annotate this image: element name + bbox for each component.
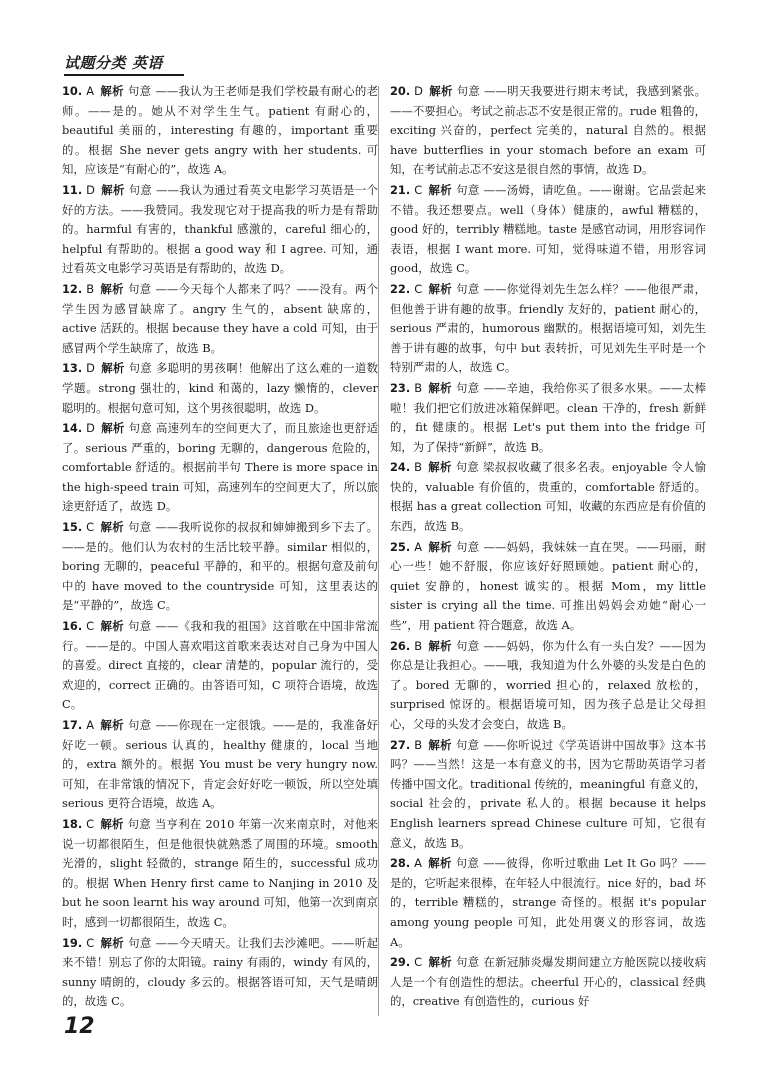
answer-item	[62, 518, 378, 616]
item-answer: C	[86, 520, 95, 535]
item-answer: D	[86, 421, 95, 436]
item-answer: A	[86, 84, 94, 98]
answer-item	[390, 379, 706, 457]
item-number: 21.	[390, 182, 411, 197]
analysis-tag: 解析	[428, 380, 452, 395]
item-explanation: 句意 ——我认为通过看英文电影学习英语是一个好的方法。——我赞同。我发现它对于提高我的听力是有帮助的。harmful 有害的，thankful 感激的，careful 细心的，helpful 有帮助的。根据 a good way 和 I agree. 可知，通过看英文电影学习英语是有帮助的，故选 D。	[62, 182, 378, 276]
item-number: 26.	[390, 638, 411, 653]
answer-item	[390, 280, 706, 378]
answer-item	[62, 280, 378, 358]
analysis-tag: 解析	[100, 816, 124, 831]
item-explanation: 句意 ——《我和我的祖国》这首歌在中国非常流行。——是的。中国人喜欢唱这首歌来表达对自己身为中国人的喜爱。direct 直接的，clear 清楚的，popular 流行的，受欢迎的，correct 正确的。由答语可知，C 项符合语境，故选 C。	[62, 619, 378, 712]
item-answer: B	[414, 737, 423, 752]
item-explanation: 句意 ——明天我要进行期末考试，我感到紧张。——不要担心。考试之前忐忑不安是很正常的。rude 粗鲁的，exciting 兴奋的，perfect 完美的，natural 自然的。根据 have butterflies in your stomach before an exam 可知，在考试前忐忑不安这是很自然的事情，故选 D。	[390, 84, 706, 177]
item-answer: D	[86, 182, 95, 197]
analysis-tag: 解析	[428, 737, 452, 752]
analysis-tag: 解析	[427, 460, 452, 475]
item-answer: C	[86, 935, 95, 950]
answer-item	[390, 854, 706, 952]
item-answer: D	[414, 84, 423, 98]
item-answer: C	[414, 281, 423, 296]
page-number: 12	[64, 1014, 95, 1039]
analysis-tag: 解析	[100, 619, 124, 634]
column-divider	[378, 86, 379, 1016]
analysis-tag: 解析	[428, 638, 452, 653]
item-number: 29.	[390, 955, 411, 970]
analysis-tag: 解析	[100, 281, 124, 296]
item-number: 10.	[62, 84, 83, 98]
analysis-tag: 解析	[427, 856, 452, 871]
item-explanation: 句意 当亨利在 2010 年第一次来南京时，对他来说一切都很陌生，但是他很快就熟悉了周围的环境。smooth 光滑的，slight 轻微的，strange 陌生的，successful 成功的。根据 When Henry first came to Nanjing in 2010 及 but he soon learnt his way around 可知，他第一次到南京时，感到一切都很陌生，故选 C。	[62, 816, 378, 929]
analysis-tag: 解析	[428, 84, 453, 98]
answer-item	[390, 538, 706, 636]
item-answer: D	[86, 361, 95, 376]
right-column	[390, 82, 706, 1013]
item-answer: B	[414, 460, 422, 475]
item-number: 11.	[62, 182, 83, 197]
answer-item	[62, 82, 378, 180]
item-answer: C	[414, 182, 423, 197]
item-answer: C	[86, 816, 95, 831]
item-answer: A	[414, 539, 422, 554]
item-number: 12.	[62, 281, 83, 296]
answer-item	[62, 617, 378, 715]
item-explanation: 句意 ——你现在一定很饿。——是的，我准备好好吃一顿。serious 认真的，healthy 健康的，local 当地的，extra 额外的。根据 You must be very hungry now. 可知，在非常饿的情况下，肯定会好好吃一顿饭，所以空处填 serious 更符合语境，故选 A。	[62, 718, 379, 811]
answer-item	[390, 953, 706, 1012]
item-number: 24.	[390, 460, 411, 475]
left-column	[62, 82, 378, 1013]
item-answer: B	[414, 380, 423, 395]
item-answer: A	[414, 856, 422, 871]
item-explanation: 句意 ——你觉得刘先生怎么样？——他很严肃，但他善于讲有趣的故事。friendly 友好的，patient 耐心的，serious 严肃的，humorous 幽默的。根据语境可知，刘先生善于讲有趣的故事，句中 but 表转折，可见刘先生平时是一个特别严肃的人，故选 C。	[390, 281, 706, 375]
item-number: 18.	[62, 816, 83, 831]
item-number: 28.	[390, 856, 411, 871]
analysis-tag: 解析	[428, 182, 453, 197]
item-answer: B	[414, 638, 423, 653]
item-answer: C	[414, 955, 423, 970]
analysis-tag: 解析	[99, 84, 124, 98]
analysis-tag: 解析	[428, 955, 452, 970]
item-explanation: 句意 多聪明的男孩啊！他解出了这么难的一道数学题。strong 强壮的，kind 和蔼的，lazy 懒惰的，clever 聪明的。根据句意可知，这个男孩很聪明，故选 D。	[62, 361, 378, 415]
item-explanation: 句意 ——彼得，你听过歌曲 Let It Go 吗？——是的，它听起来很棒，在年轻人中很流行。nice 好的，bad 坏的，terrible 糟糕的，strange 奇怪的。根据 it's popular among young people 可知，此处用褒义的形容词，故选 A。	[390, 856, 706, 949]
answer-item	[62, 181, 378, 279]
item-number: 20.	[390, 84, 411, 98]
analysis-tag: 解析	[100, 361, 125, 376]
item-answer: A	[86, 718, 94, 732]
item-answer: B	[86, 281, 95, 296]
item-number: 25.	[390, 539, 411, 554]
item-explanation: 句意 ——你听说过《学英语讲中国故事》这本书吗？——当然！这是一本有意义的书，因为它帮助英语学习者传播中国文化。traditional 传统的，meaningful 有意义的，social 社会的，private 私人的。根据 because it helps English learners spread Chinese culture 可知，它很有意义，故选 B。	[390, 737, 706, 850]
answer-item	[62, 934, 378, 1012]
item-number: 16.	[62, 619, 83, 634]
item-number: 17.	[62, 718, 83, 732]
item-number: 23.	[390, 380, 411, 395]
answer-item	[62, 815, 378, 933]
item-explanation: 句意 ——汤姆，请吃鱼。——谢谢。它品尝起来不错。我还想要点。well（身体）健康的，awful 糟糕的，good 好的，terribly 糟糕地。taste 是感官动词，用形容词作表语，根据 I want more. 可知，觉得味道不错，用形容词 good，故选 C。	[390, 182, 706, 276]
item-explanation: 句意 ——辛迪，我给你买了很多水果。——太棒啦！我们把它们放进冰箱保鲜吧。clean 干净的，fresh 新鲜的，fit 健康的。根据 Let's put them into the fridge 可知，为了保持“新鲜”，故选 B。	[390, 380, 706, 454]
answer-item	[390, 82, 706, 180]
analysis-tag: 解析	[428, 539, 452, 554]
analysis-tag: 解析	[100, 182, 125, 197]
page-header	[64, 52, 163, 76]
item-explanation: 句意 ——我认为王老师是我们学校最有耐心的老师。——是的。她从不对学生生气。patient 有耐心的，beautiful 美丽的，interesting 有趣的，important 重要的。根据 She never gets angry with her students. 可知，应该是“有耐心的”，故选 A。	[62, 84, 379, 177]
item-explanation: 句意 高速列车的空间更大了，而且旅途也更舒适了。serious 严重的，boring 无聊的，dangerous 危险的，comfortable 舒适的。根据前半句 There is more space in the high-speed train 可知，高速列车的空间更大了，所以旅途更舒适了，故选 D。	[62, 421, 378, 514]
analysis-tag: 解析	[100, 421, 125, 436]
item-explanation: 句意 ——今天每个人都来了吗？——没有。两个学生因为感冒缺席了。angry 生气的，absent 缺席的，active 活跃的。根据 because they have a cold 可知，由于感冒两个学生缺席了，故选 B。	[62, 281, 378, 355]
item-number: 15.	[62, 520, 83, 535]
item-explanation: 句意 ——今天晴天。让我们去沙滩吧。——听起来不错！别忘了你的太阳镜。rainy 有雨的，windy 有风的，sunny 晴朗的，cloudy 多云的。根据答语可知，天气是晴朗的，故选 C。	[62, 935, 378, 1009]
item-number: 19.	[62, 935, 83, 950]
item-number: 14.	[62, 421, 83, 436]
answer-item	[62, 716, 378, 814]
answer-item	[390, 637, 706, 735]
analysis-tag: 解析	[100, 520, 124, 535]
item-number: 27.	[390, 737, 411, 752]
item-explanation: 句意 在新冠肺炎爆发期间建立方舱医院以接收病人是一个有创造性的想法。cheerful 开心的，classical 经典的，creative 有创造性的，curious 好	[390, 955, 706, 1009]
answer-item	[62, 419, 378, 517]
analysis-tag: 解析	[428, 281, 453, 296]
header-rule	[64, 74, 184, 76]
analysis-tag: 解析	[100, 718, 124, 732]
item-explanation: 句意 梁叔叔收藏了很多名表。enjoyable 令人愉快的，valuable 有价值的，贵重的，comfortable 舒适的。根据 has a great collection 可知，收藏的东西应是有价值的东西，故选 B。	[390, 460, 706, 534]
item-explanation: 句意 ——妈妈，你为什么有一头白发？——因为你总是让我担心。——哦，我知道为什么外婆的头发是白色的了。bored 无聊的，worried 担心的，relaxed 放松的，surprised 惊讶的。根据语境可知，因为孩子总是让父母担心，父母的头发才会变白，故选 B。	[390, 638, 706, 731]
item-number: 13.	[62, 361, 83, 376]
item-number: 22.	[390, 281, 411, 296]
item-explanation: 句意 ——我听说你的叔叔和婶婶搬到乡下去了。——是的。他们认为农村的生活比较平静。similar 相似的，boring 无聊的，peaceful 平静的，和平的。根据句意及前句中的 have moved to the countryside 可知，这里表达的是“平静的”，故选 C。	[62, 520, 378, 613]
answer-item	[390, 458, 706, 536]
answer-item	[62, 359, 378, 418]
item-explanation: 句意 ——妈妈，我妹妹一直在哭。——玛丽，耐心一些！她不舒服，你应该好好照顾她。patient 耐心的，quiet 安静的，honest 诚实的。根据 Mom，my little sister is crying all the time. 可推出妈妈会劝她“耐心一些”，用 patient 符合题意，故选 A。	[390, 539, 707, 633]
answer-item	[390, 181, 706, 279]
item-answer: C	[86, 619, 95, 634]
analysis-tag: 解析	[100, 935, 125, 950]
header-title: 试题分类 英语	[64, 54, 163, 72]
answer-item	[390, 736, 706, 854]
